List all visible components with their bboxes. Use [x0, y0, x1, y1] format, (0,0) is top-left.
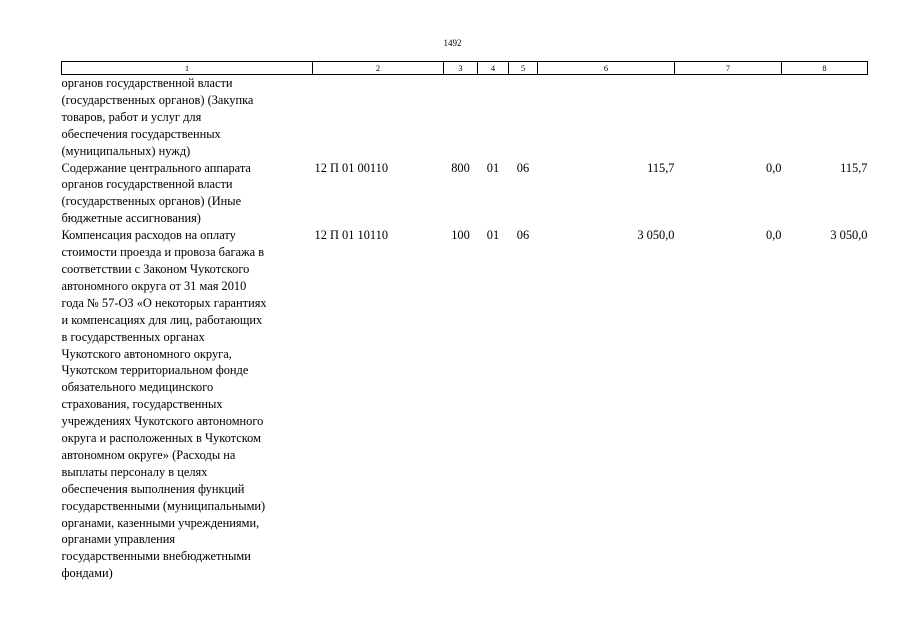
column-header: 3: [444, 62, 478, 75]
subsection-code: [509, 75, 538, 160]
description-line: товаров, работ и услуг для: [61, 109, 202, 124]
column-header: 1: [62, 62, 313, 75]
row-description: [62, 227, 313, 582]
amount-col-6: [538, 75, 675, 160]
description-line: соответствии с Законом Чукотского: [61, 261, 250, 276]
subsection-code: 06: [516, 160, 530, 175]
description-line: органов государственной власти: [61, 177, 233, 192]
row-description: [62, 160, 313, 228]
description-line: (государственных органов) (Закупка: [61, 92, 254, 107]
description-line: обязательного медицинского: [61, 380, 214, 395]
subsection-code: 06: [516, 228, 530, 243]
table-row: [62, 75, 868, 160]
description-line: органами управления: [61, 532, 176, 547]
column-header: 5: [509, 62, 538, 75]
amount-col-6: 115,7: [647, 160, 675, 175]
section-code: 01: [486, 228, 500, 243]
column-number-header-row: [62, 62, 868, 75]
description-line: автономном округе» (Расходы на: [61, 447, 236, 462]
amount-col-7: 0,0: [766, 160, 782, 175]
description-line: автономного округа от 31 мая 2010: [61, 278, 247, 293]
column-header: 4: [478, 62, 509, 75]
section-code: [478, 75, 509, 160]
description-line: страхования, государственных: [61, 397, 223, 412]
description-line: Чукотском территориальном фонде: [61, 363, 249, 378]
target-article-code: 12 П 01 00110: [314, 160, 389, 175]
description-line: года № 57-ОЗ «О некоторых гарантиях: [61, 295, 267, 310]
table-row: [62, 227, 868, 582]
column-header: 2: [313, 62, 444, 75]
description-line: Компенсация расходов на оплату: [61, 228, 236, 243]
description-line: (муниципальных) нужд): [61, 143, 191, 158]
column-header: 8: [782, 62, 868, 75]
description-line: Чукотского автономного округа,: [61, 346, 232, 361]
description-line: фондами): [61, 566, 113, 581]
description-line: органами, казенными учреждениями,: [61, 515, 260, 530]
description-line: бюджетные ассигнования): [61, 211, 201, 226]
amount-col-8: 3 050,0: [830, 228, 868, 243]
description-line: обеспечения выполнения функций: [61, 481, 245, 496]
amount-col-8: [782, 75, 868, 160]
amount-col-8: 115,7: [840, 160, 868, 175]
budget-table: [61, 61, 868, 582]
row-description: [62, 75, 313, 160]
description-line: округа и расположенных в Чукотском: [61, 431, 261, 446]
expense-type-code: 800: [451, 160, 470, 175]
description-line: стоимости проезда и провоза багажа в: [61, 245, 265, 260]
description-line: государственными (муниципальными): [61, 498, 266, 513]
description-line: в государственных органах: [61, 329, 205, 344]
table-row: [62, 160, 868, 228]
description-line: выплаты персоналу в целях: [61, 464, 208, 479]
column-header: 7: [675, 62, 782, 75]
description-line: государственными внебюджетными: [61, 549, 251, 564]
target-article-code: [313, 75, 444, 160]
amount-col-7: [675, 75, 782, 160]
description-line: и компенсациях для лиц, работающих: [61, 312, 263, 327]
description-line: учреждениях Чукотского автономного: [61, 414, 264, 429]
description-line: Содержание центрального аппарата: [61, 160, 251, 175]
target-article-code: 12 П 01 10110: [314, 228, 389, 243]
description-line: обеспечения государственных: [61, 126, 221, 141]
description-line: органов государственной власти: [61, 76, 233, 90]
section-code: 01: [486, 160, 500, 175]
amount-col-6: 3 050,0: [637, 228, 675, 243]
expense-type-code: [444, 75, 478, 160]
page-number: 1492: [443, 38, 462, 48]
amount-col-7: 0,0: [766, 228, 782, 243]
column-header: 6: [538, 62, 675, 75]
description-line: (государственных органов) (Иные: [61, 194, 242, 209]
expense-type-code: 100: [451, 228, 470, 243]
